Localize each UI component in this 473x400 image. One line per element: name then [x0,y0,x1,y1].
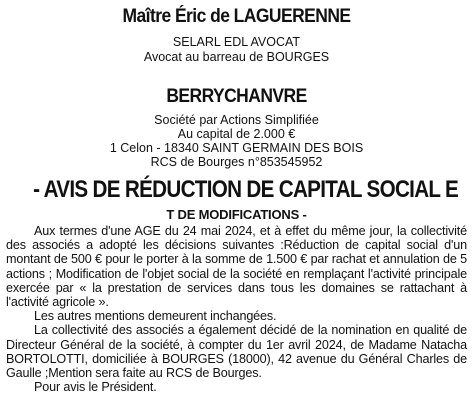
company-name: BERRYCHANVRE [166,86,307,107]
company-capital: Au capital de 2.000 € [177,127,296,141]
paragraph-signature: Pour avis le Président. [34,380,157,395]
paragraph-decisions: Aux termes d'une AGE du 24 mai 2024, et à effet du même jour, la collectivité des associés a adopté les décisions suivantes :Réduction de capital social d'un montant de 500 € pour le porter à la somme de 1.500 € par rachat et annulation de 5 actions ; Modification de l'objet social de la société en remplaçant l'activité principale exercée par « la prestation de services dans tous les domaines se rattachant à l'activité agricole ». [6,224,467,310]
notice-body [6,224,467,394]
paragraph-unchanged: Les autres mentions demeurent inchangées. [34,309,277,324]
company-rcs: RCS de Bourges n°853545952 [150,155,323,169]
company-address: 1 Celon - 18340 SAINT GERMAIN DES BOIS [109,141,364,155]
paragraph-appointment: La collectivité des associés a également décidé de la nomination en qualité de Directeur Général de la société, à compter du 1er avril 2024, de Madame Natacha BORTOLOTTI, domiciliée à BOURGES (18000), 42 avenue du Général Charles de Gaulle ;Mention sera faite au RCS de Bourges. [6,323,467,381]
law-firm: SELARL EDL AVOCAT [172,35,301,49]
lawyer-name: Maître Éric de LAGUERENNE [122,6,351,27]
notice-title-continued: T DE MODIFICATIONS - [166,207,307,222]
company-form: Société par Actions Simplifiée [154,113,319,127]
notice-title: - AVIS DE RÉDUCTION DE CAPITAL SOCIAL E [33,176,459,203]
bar-affiliation: Avocat au barreau de BOURGES [143,50,330,64]
